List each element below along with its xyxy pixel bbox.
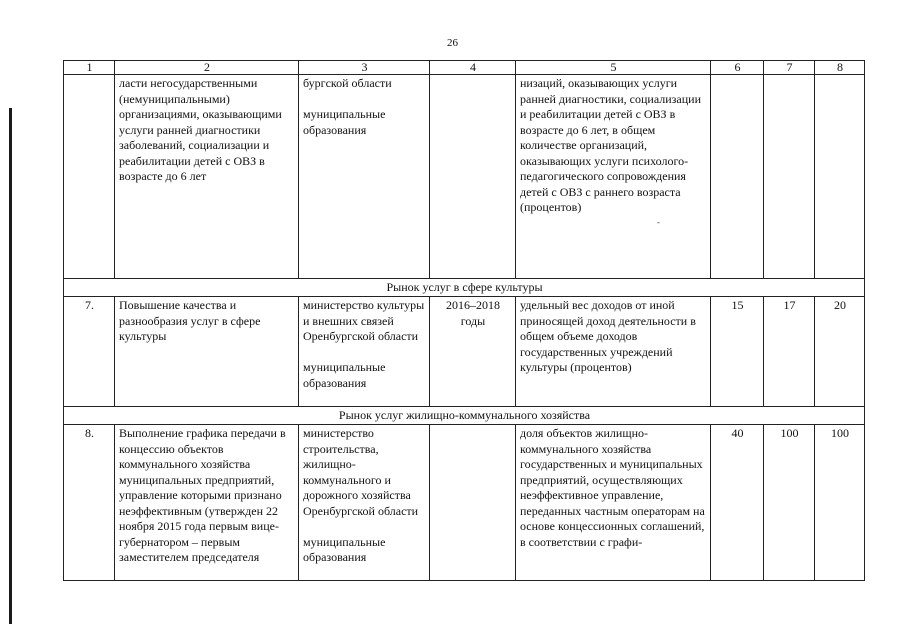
- section-title: Рынок услуг жилищно-коммунального хозяйства: [64, 407, 865, 425]
- table-row-7: [64, 297, 865, 407]
- indicator-cell: удельный вес доходов от иной приносящей доход деятельности в общем объеме доходов государственных учреждений культуры (процентов): [516, 297, 711, 407]
- indicator-cell: низаций, оказывающих услуги ранней диагностики, социализации и реабилитации детей с ОВЗ в возрасте до 6 лет, в общем количестве организаций, оказывающих услуги психолого-педагогического сопровождения детей с ОВЗ с раннего возраста (процентов): [516, 75, 711, 279]
- section-row-culture: [64, 279, 865, 297]
- responsible-primary: министерство строительства, жилищно-коммунального и дорожного хозяйства Оренбургской области: [303, 426, 419, 518]
- responsible-primary: министерство культуры и внешних связей Оренбургской области: [303, 298, 425, 343]
- responsible-cell: [299, 75, 430, 279]
- period-cell: [430, 425, 516, 581]
- value-2018: 100: [815, 425, 865, 581]
- value-2017: [764, 75, 815, 279]
- measure-cell: Повышение качества и разнообразия услуг в сфере культуры: [115, 297, 299, 407]
- row-number: 7.: [64, 297, 115, 407]
- responsible-secondary: муниципальные образования: [303, 360, 386, 390]
- responsible-secondary: муниципальные образования: [303, 107, 386, 137]
- table-row-continued: [64, 75, 865, 279]
- column-number: 6: [711, 61, 764, 75]
- responsible-primary: бургской области: [303, 76, 392, 90]
- section-row-housing: [64, 407, 865, 425]
- section-title: Рынок услуг в сфере культуры: [64, 279, 865, 297]
- column-number: 5: [516, 61, 711, 75]
- binding-edge: [9, 108, 12, 624]
- column-number: 3: [299, 61, 430, 75]
- column-number: 2: [115, 61, 299, 75]
- column-number: 8: [815, 61, 865, 75]
- column-number: 4: [430, 61, 516, 75]
- column-number: 1: [64, 61, 115, 75]
- value-2018: 20: [815, 297, 865, 407]
- responsible-cell: [299, 297, 430, 407]
- stray-mark: -: [657, 217, 660, 227]
- period-cell: 2016–2018 годы: [430, 297, 516, 407]
- responsible-secondary: муниципальные образования: [303, 534, 386, 564]
- period-cell: [430, 75, 516, 279]
- row-number: 8.: [64, 425, 115, 581]
- value-2016: 40: [711, 425, 764, 581]
- value-2016: [711, 75, 764, 279]
- value-2017: 17: [764, 297, 815, 407]
- value-2016: 15: [711, 297, 764, 407]
- measure-cell: ласти негосударственными (немуниципальными) организациями, оказывающими услуги ранней диагностики заболеваний, социализации и реабилитации детей с ОВЗ в возрасте до 6 лет: [115, 75, 299, 279]
- row-number: [64, 75, 115, 279]
- page-number: 26: [447, 37, 458, 49]
- indicator-cell: доля объектов жилищно-коммунального хозяйства государственных и муниципальных предприятий, осуществляющих неэффективное управление, переданных частным операторам на основе концессионных соглашений, в соответствии с графи-: [516, 425, 711, 581]
- column-number: 7: [764, 61, 815, 75]
- column-number-row: [64, 61, 865, 75]
- table-row-8: [64, 425, 865, 581]
- program-table: [63, 60, 865, 581]
- value-2017: 100: [764, 425, 815, 581]
- measure-cell: Выполнение графика передачи в концессию объектов коммунального хозяйства муниципальных предприятий, управление которыми признано неэффективным (утвержден 22 ноября 2015 года первым вице-губернатором – первым заместителем председателя: [115, 425, 299, 581]
- responsible-cell: [299, 425, 430, 581]
- value-2018: [815, 75, 865, 279]
